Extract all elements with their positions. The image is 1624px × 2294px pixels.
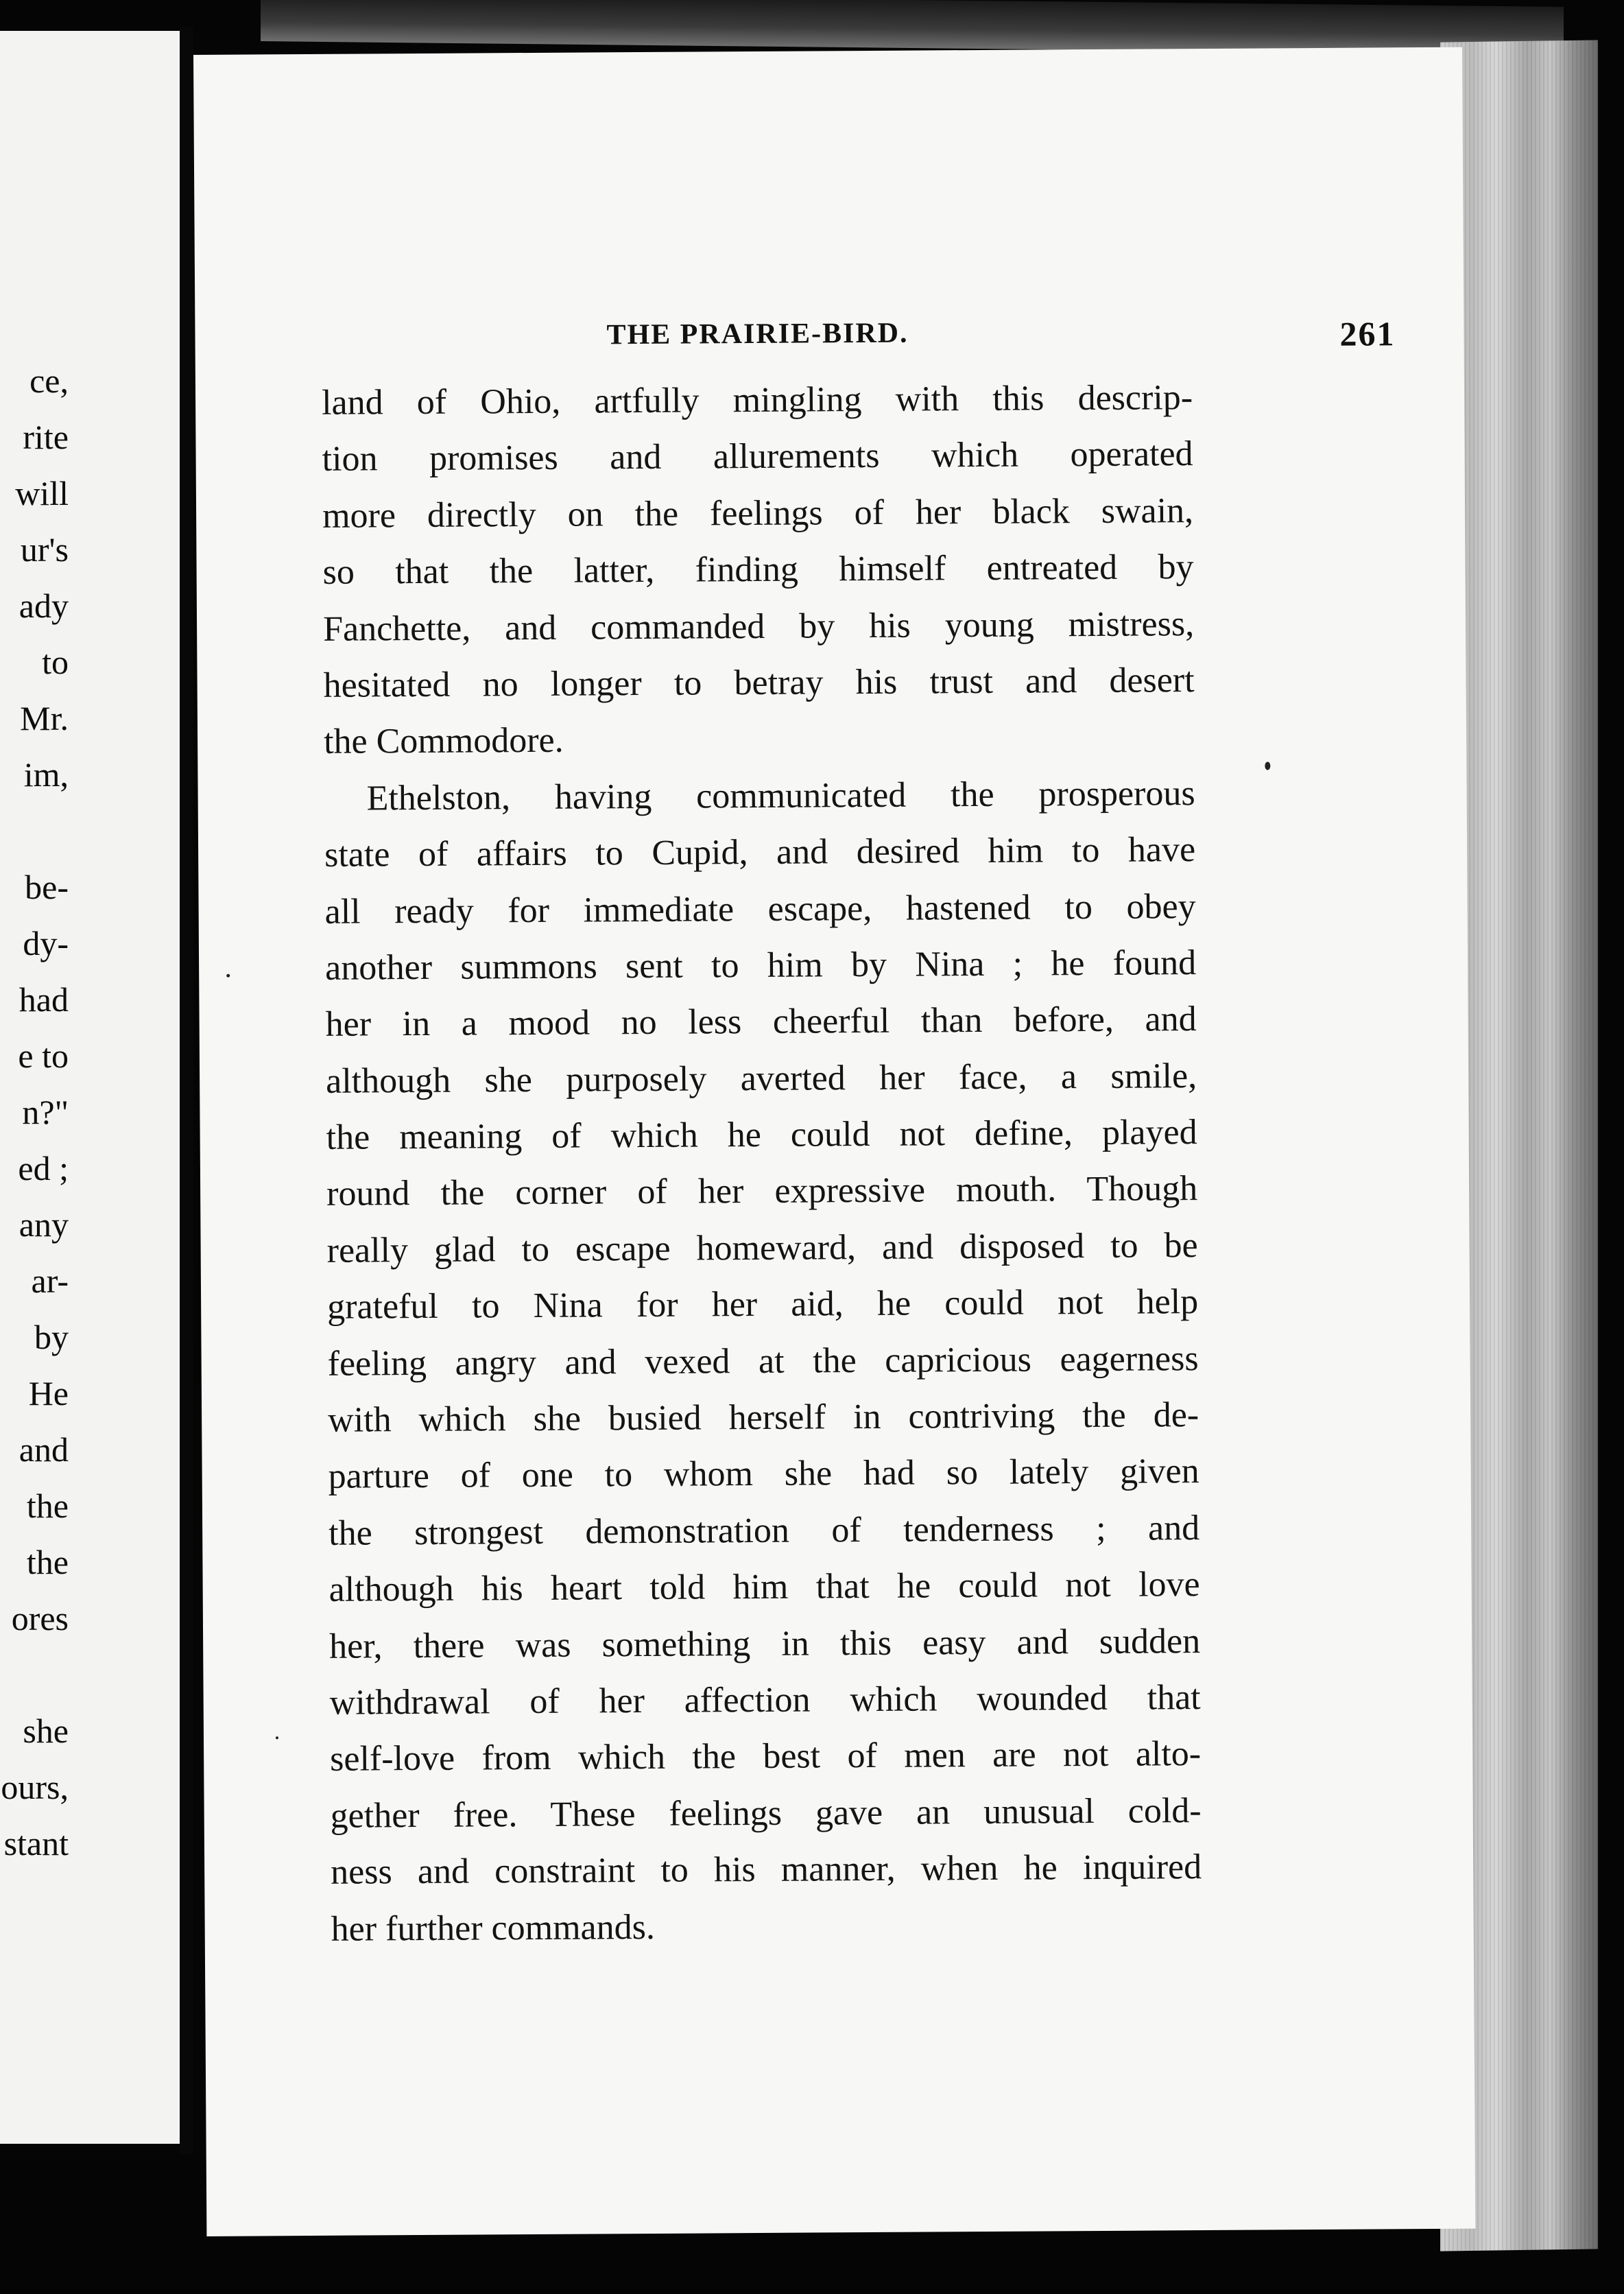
left-page-line-fragment: rite	[23, 418, 69, 456]
text-line: with which she busied herself in contriving the de-	[327, 1395, 1199, 1440]
running-head	[606, 314, 1396, 353]
text-line: all ready for immediate escape, hastened to obey	[324, 886, 1196, 932]
right-page	[193, 47, 1475, 2236]
text-line: Ethelston, having communicated the prosperous	[366, 773, 1195, 818]
text-line: her further commands.	[331, 1907, 656, 1949]
text-line: her, there was something in this easy and sudden	[329, 1621, 1201, 1666]
left-page-line-fragment: ores	[11, 1599, 69, 1637]
text-line: round the corner of her expressive mouth. Though	[326, 1169, 1198, 1214]
left-facing-page	[0, 31, 180, 2144]
text-line: parture of one to whom she had so lately given	[328, 1452, 1199, 1497]
left-page-line-fragment: will	[15, 474, 69, 512]
text-line: feeling angry and vexed at the capricious eagerness	[327, 1338, 1199, 1384]
left-page-line-fragment: to	[42, 643, 69, 681]
text-line: more directly on the feelings of her black swain,	[322, 490, 1194, 536]
book-top-edge	[261, 0, 1564, 55]
text-line: gether free. These feelings gave an unusual cold-	[330, 1790, 1202, 1836]
left-page-line-fragment: had	[19, 980, 69, 1019]
left-page-line-fragment: and	[19, 1430, 69, 1469]
left-page-line-fragment: ady	[19, 587, 69, 625]
left-page-line-fragment: be-	[25, 868, 69, 906]
left-page-line-fragment: ce,	[29, 362, 69, 400]
left-page-line-fragment: n?"	[22, 1093, 69, 1131]
left-page-line-fragment: by	[34, 1318, 69, 1356]
left-page-line-fragment: He	[28, 1374, 69, 1412]
text-line: although his heart told him that he could not love	[329, 1565, 1200, 1610]
text-line: self-love from which the best of men are not alto-	[330, 1734, 1202, 1779]
ink-speck	[226, 974, 230, 978]
left-page-line-fragment: e to	[18, 1037, 69, 1075]
text-line: ness and constraint to his manner, when he inquired	[331, 1847, 1202, 1892]
left-page-line-fragment: stant	[3, 1824, 69, 1863]
text-line: so that the latter, finding himself entreated by	[322, 547, 1194, 593]
body-text	[322, 370, 1202, 1958]
left-page-line-fragment: ar-	[31, 1262, 69, 1300]
text-line: the strongest demonstration of tenderness ; and	[328, 1508, 1200, 1553]
text-line: state of affairs to Cupid, and desired him to have	[324, 830, 1196, 875]
ink-speck	[276, 1736, 278, 1739]
text-line: her in a mood no less cheerful than before, and	[325, 1000, 1197, 1045]
text-line: really glad to escape homeward, and disposed to be	[326, 1225, 1198, 1270]
left-page-line-fragment: the	[26, 1543, 69, 1581]
left-page-line-fragment: any	[19, 1205, 69, 1244]
text-line: the meaning of which he could not define, played	[326, 1113, 1197, 1157]
left-page-line-fragment: ur's	[20, 530, 69, 569]
book-gutter	[180, 27, 193, 2154]
text-line: withdrawal of her affection which wounded that	[329, 1678, 1201, 1723]
text-line: Fanchette, and commanded by his young mistress,	[322, 604, 1195, 649]
text-line: tion promises and allurements which operated	[322, 434, 1193, 480]
page-number: 261	[1339, 314, 1396, 353]
left-page-line-fragment: dy-	[23, 924, 69, 962]
text-line: land of Ohio, artfully mingling with this descrip-	[321, 378, 1193, 423]
text-line: although she purposely averted her face, a smile,	[325, 1056, 1197, 1101]
left-page-line-fragment: ed ;	[18, 1149, 69, 1187]
ink-speck	[1265, 761, 1270, 770]
text-line: grateful to Nina for her aid, he could not help	[326, 1282, 1199, 1327]
left-page-line-fragment: Mr.	[20, 699, 69, 737]
left-page-line-fragment: she	[23, 1712, 69, 1750]
text-line: another summons sent to him by Nina ; he found	[324, 943, 1197, 988]
left-page-line-fragment: ours,	[1, 1768, 69, 1806]
left-page-line-fragment: the	[26, 1487, 69, 1525]
running-title: THE PRAIRIE-BIRD.	[606, 317, 909, 351]
left-page-line-fragment: im,	[23, 755, 69, 794]
text-line: hesitated no longer to betray his trust and desert	[323, 661, 1195, 705]
text-line: the Commodore.	[323, 721, 564, 762]
